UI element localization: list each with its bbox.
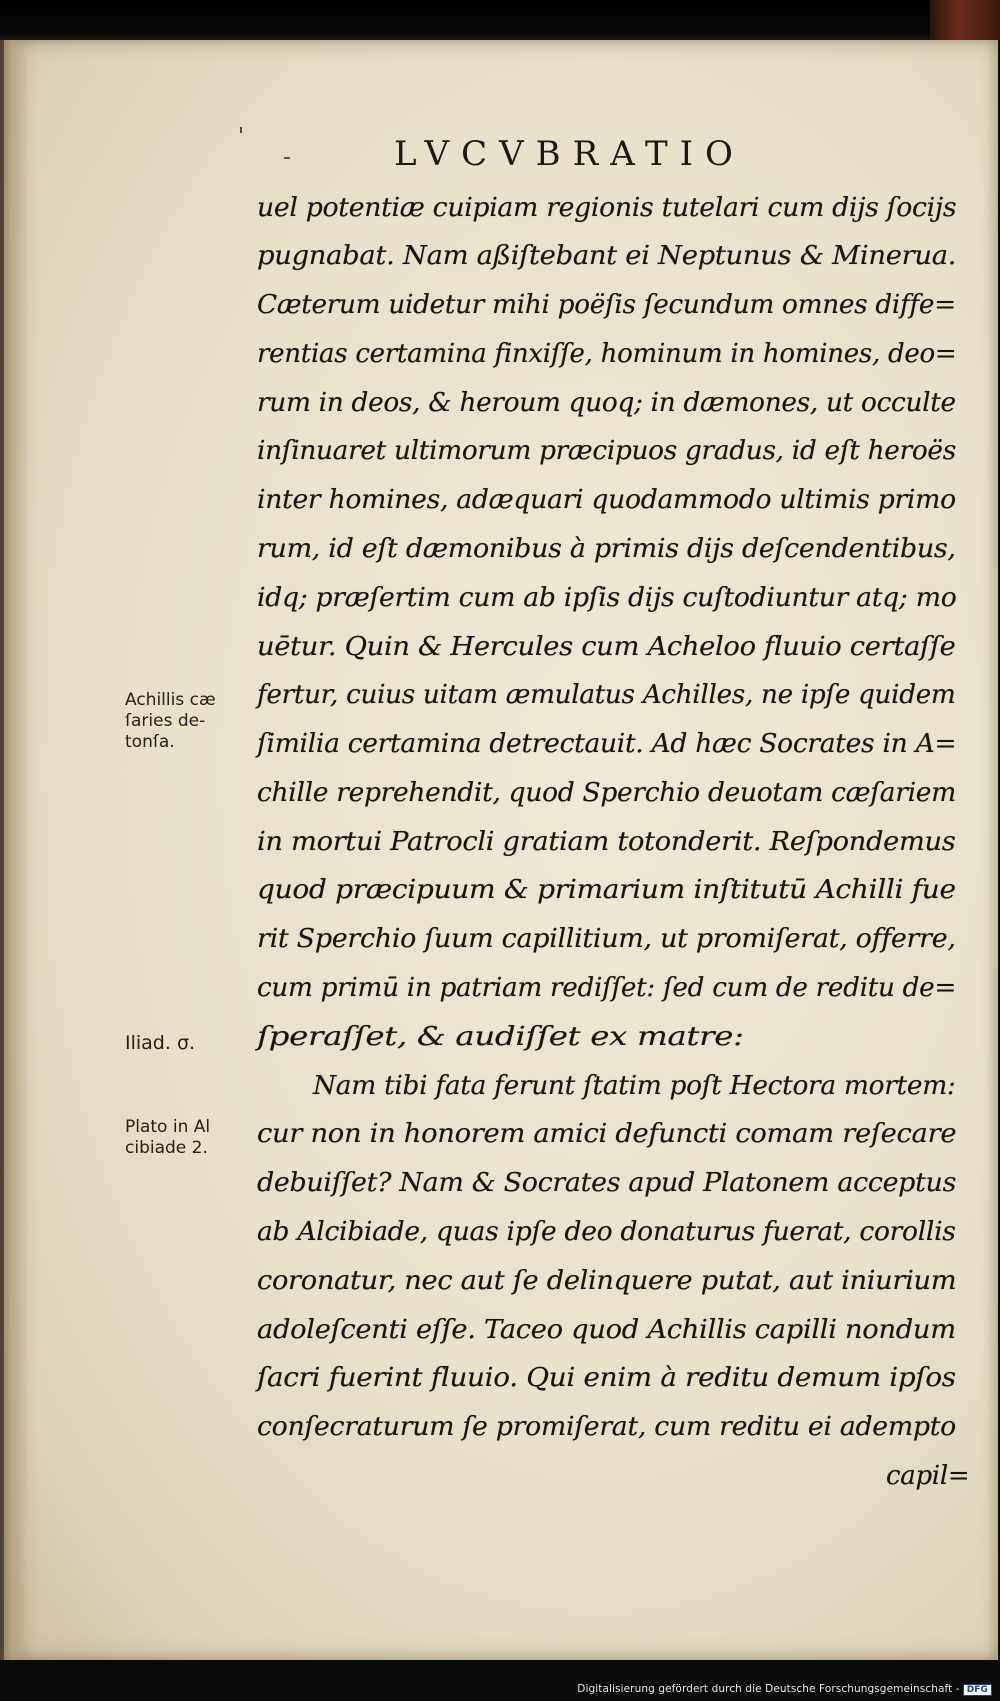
digitization-credit (577, 1683, 992, 1696)
text-line: chille reprehendit, quod Sperchio deuotam cæſariem (257, 778, 956, 808)
marginal-line: ſaries de- (125, 711, 206, 731)
text-line: rit Sperchio ſuum capillitium, ut promiſerat, offerre, (257, 924, 956, 954)
text-line: inſinuaret ultimorum præcipuos gradus, id eſt heroës (257, 436, 956, 466)
marginal-line: Plato in Al (125, 1117, 211, 1137)
text-line: Cæterum uidetur mihi poëſis ſecundum omnes diffe= (257, 290, 956, 320)
top-scan-border (0, 0, 1000, 40)
ink-speck (240, 127, 242, 133)
text-line: pugnabat. Nam aßiſtebant ei Neptunus & Minerua. (257, 241, 957, 271)
marginal-line: Iliad. σ. (125, 1032, 196, 1054)
text-line: conſecraturum ſe promiſerat, cum reditu ei adempto (257, 1412, 956, 1442)
dfg-logo: DFG (963, 1684, 992, 1696)
catchword: capil= (886, 1461, 970, 1491)
text-line: in mortui Patrocli gratiam totonderit. Reſpondemus (257, 827, 956, 857)
text-line: debuiſſet? Nam & Socrates apud Platonem acceptus (257, 1168, 957, 1198)
text-line: rentias certamina finxiſſe, hominum in homines, deo= (257, 339, 957, 369)
text-line: ab Alcibiade, quas ipſe deo donaturus fuerat, corollis (257, 1217, 956, 1247)
text-line: quod præcipuum & primarium inſtitutū Achilli fue (257, 875, 956, 905)
book-binding-edge (930, 0, 1000, 40)
text-line: rum in deos, & heroum quoq; in dæmones, ut occulte (257, 388, 956, 418)
marginal-note (125, 1033, 195, 1054)
text-line: cum primū in patriam rediſſet: ſed cum de reditu de= (257, 973, 957, 1003)
text-line: adoleſcenti eſſe. Taceo quod Achillis capilli nondum (257, 1315, 956, 1345)
text-line: rum, id eſt dæmonibus à primis dijs deſcendentibus, (257, 534, 956, 564)
marginal-line: tonſa. (125, 732, 175, 752)
text-line: ſimilia certamina detrectauit. Ad hæc Socrates in A= (257, 729, 957, 759)
text-line: coronatur, nec aut ſe delinquere putat, aut iniurium (257, 1266, 957, 1296)
credit-text: Digitalisierung gefördert durch die Deutsche Forschungsgemeinschaft - (577, 1683, 960, 1695)
text-line: cur non in honorem amici defuncti comam reſecare (257, 1119, 957, 1149)
text-line: ſacri fuerint fluuio. Qui enim à reditu demum ipſos (257, 1363, 956, 1393)
text-line: uel potentiæ cuipiam regionis tutelari cum dijs ſocijs (257, 193, 957, 223)
text-line: ſperaſſet, & audiſſet ex matre: (257, 1022, 744, 1052)
text-line: uētur. Quin & Hercules cum Acheloo fluuio certaſſe (257, 632, 956, 662)
text-line: idq; præſertim cum ab ipſis dijs cuſtodiuntur atq; mo (257, 583, 957, 613)
text-line: fertur, cuius uitam æmulatus Achilles, ne ipſe quidem (257, 680, 956, 710)
marginal-line: cibiade 2. (125, 1138, 208, 1158)
page-gutter-shadow (0, 40, 28, 1660)
ink-speck (284, 157, 290, 159)
marginal-note (125, 690, 216, 753)
marginal-note (125, 1117, 210, 1159)
running-head: LVCVBRATIO (394, 134, 745, 174)
text-line: Nam tibi fata ferunt ſtatim poſt Hectora mortem: (313, 1071, 956, 1101)
text-line: inter homines, adæquari quodammodo ultimis primo (257, 485, 956, 515)
marginal-line: Achillis cæ (125, 690, 216, 710)
